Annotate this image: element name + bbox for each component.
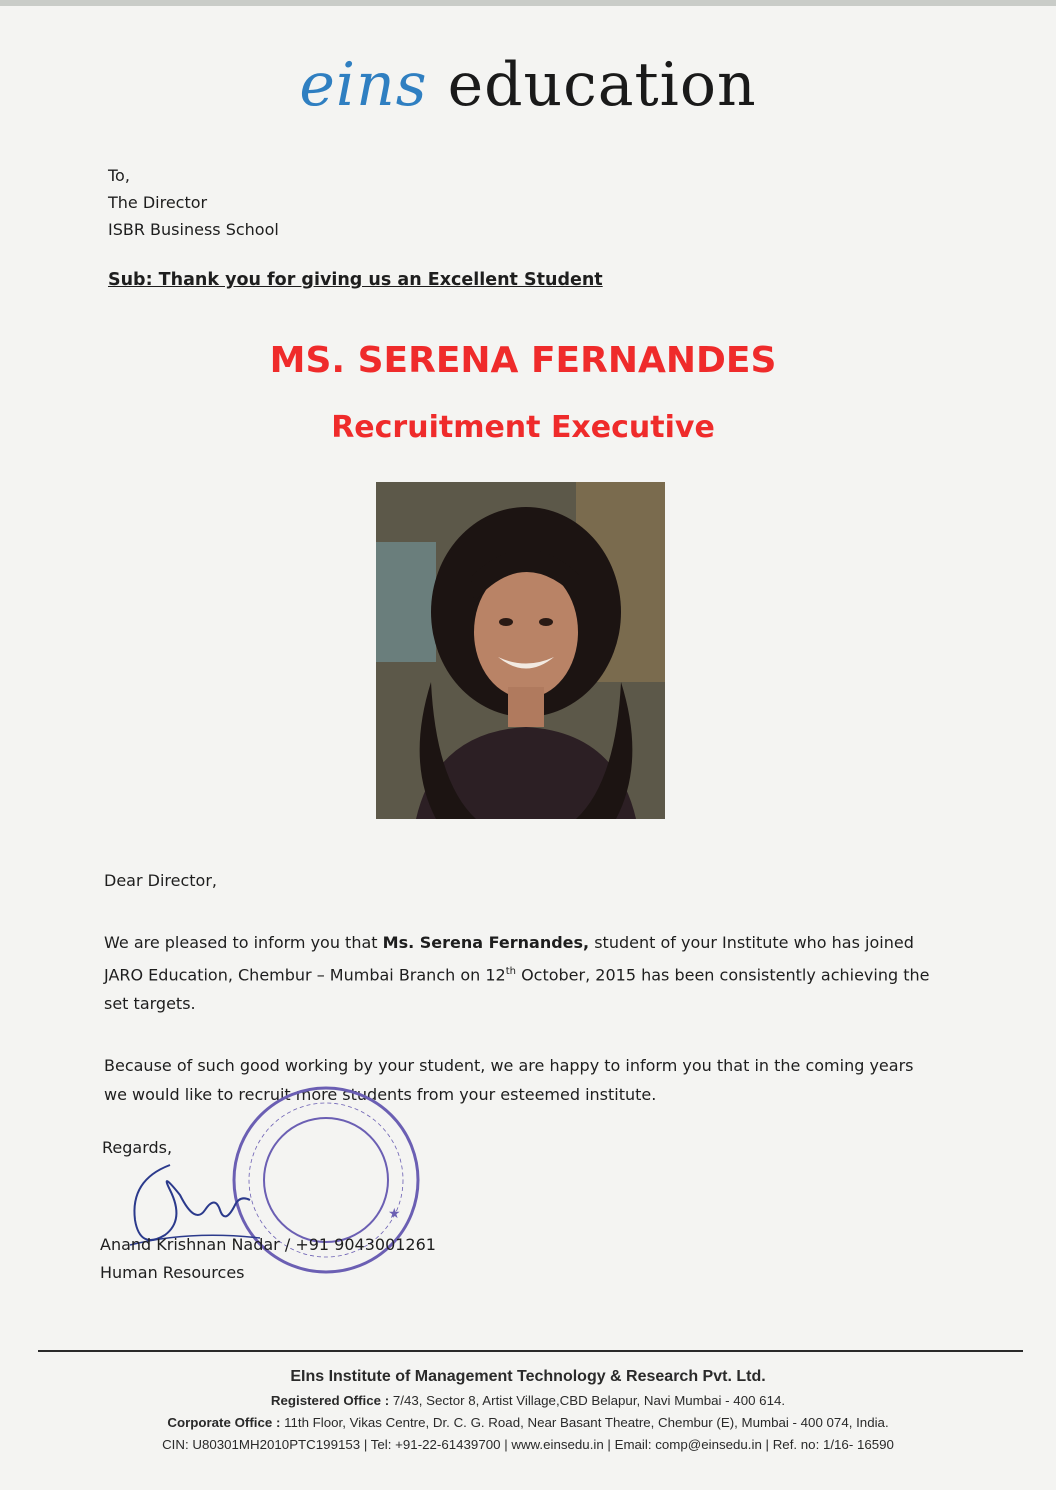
- para1-text: October, 2015 has been consistently achieving the set targets.: [104, 965, 930, 1014]
- footer-company-name: EIns Institute of Management Technology & Research Pvt. Ltd.: [290, 1368, 766, 1385]
- footer-corporate-office: [0, 1412, 1056, 1434]
- signatory-block: [100, 1231, 436, 1287]
- corporate-office-label: Corporate Office :: [167, 1415, 281, 1430]
- recipient-line: ISBR Business School: [108, 220, 279, 239]
- footer-registered-office: [0, 1390, 1056, 1412]
- signatory-department: Human Resources: [100, 1263, 245, 1282]
- date-ordinal: th: [505, 966, 516, 977]
- para1-text: We are pleased to inform you that: [104, 933, 383, 952]
- letter-footer: [0, 1364, 1056, 1456]
- student-photo: [376, 482, 665, 819]
- salutation: Dear Director,: [104, 871, 217, 890]
- top-border: [0, 0, 1056, 6]
- logo-eins: eins: [299, 50, 428, 120]
- signatory-name-phone: Anand Krishnan Nadar / +91 9043001261: [100, 1235, 436, 1254]
- corporate-office-address: 11th Floor, Vikas Centre, Dr. C. G. Road, Near Basant Theatre, Chembur (E), Mumbai - 400 074, India.: [280, 1415, 889, 1430]
- body-paragraph-1: [104, 928, 934, 1018]
- footer-contact-line: CIN: U80301MH2010PTC199153 | Tel: +91-22-61439700 | www.einsedu.in | Email: comp@einsedu.in | Ref. no: 1/16- 16590: [162, 1437, 894, 1452]
- svg-text:★: ★: [388, 1206, 401, 1222]
- closing: Regards,: [102, 1138, 173, 1157]
- logo-education: education: [447, 50, 757, 120]
- recipient-block: [108, 162, 279, 243]
- student-designation: Recruitment Executive: [331, 410, 715, 445]
- footer-divider: [38, 1350, 1023, 1352]
- student-name-inline: Ms. Serena Fernandes,: [382, 933, 590, 952]
- registered-office-label: Registered Office :: [270, 1393, 390, 1408]
- company-logo: [0, 50, 1056, 120]
- registered-office-address: 7/43, Sector 8, Artist Village,CBD Belapur, Navi Mumbai - 400 614.: [389, 1393, 786, 1408]
- recipient-line: The Director: [108, 193, 208, 212]
- subject-line: Sub: Thank you for giving us an Excellent Student: [108, 270, 603, 290]
- recipient-line: To,: [108, 166, 130, 185]
- para1-text: student of your Institute who has joined JARO Education, Chembur – Mumbai Branch on 12: [104, 933, 914, 985]
- body-paragraph-2: Because of such good working by your student, we are happy to inform you that in the coming years we would like to recruit more students from your esteemed institute.: [104, 1056, 914, 1104]
- student-name: MS. SERENA FERNANDES: [269, 340, 777, 381]
